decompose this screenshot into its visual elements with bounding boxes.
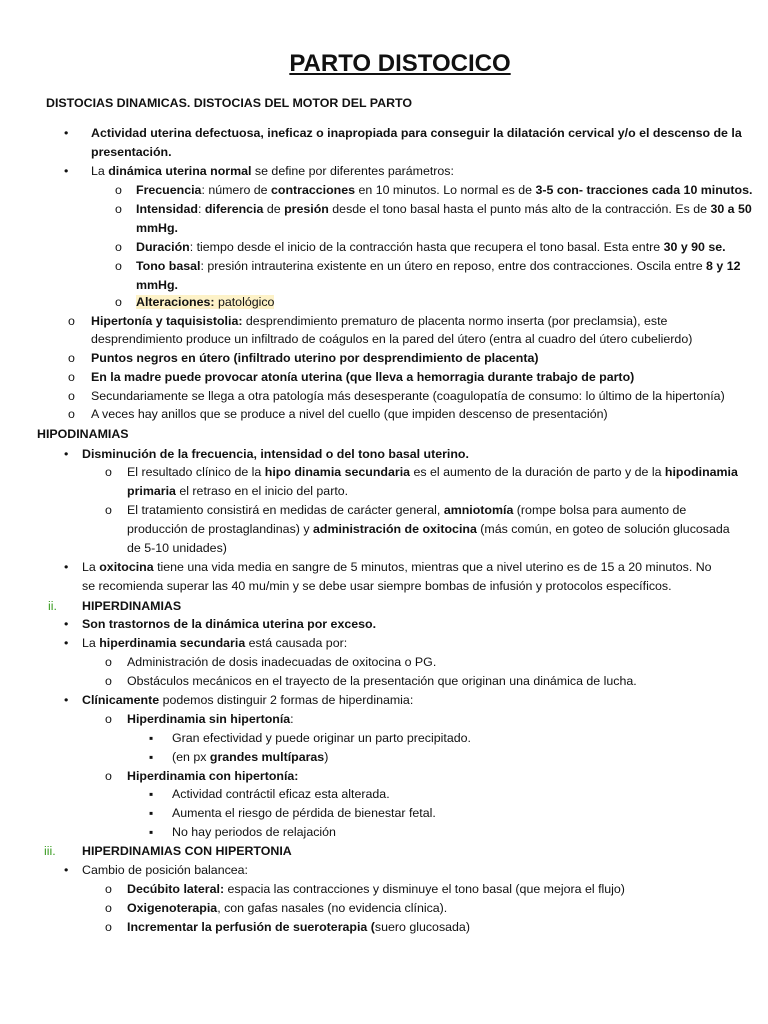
bullet-disc: • [64,164,69,178]
con-hipertonia-detail-3: No hay periodos de relajación [172,825,336,839]
page-title: PARTO DISTOCICO [289,50,511,77]
bullet-circle: o [105,674,112,688]
actividad-line-2: presentación. [91,145,172,159]
bullet-disc: • [64,126,69,140]
causa-2-item: Obstáculos mecánicos en el trayecto de la presentación que originan una dinámica de lucha. [127,674,637,688]
cambio-posicion-item: Cambio de posición balancea: [82,863,249,877]
alteraciones-item: Alteraciones: patológico [136,295,275,309]
atonia-item: En la madre puede provocar atonía uterina (que lleva a hemorragia durante trabajo de parto) [91,370,635,384]
puntos-negros-item: Puntos negros en útero (infiltrado uterino por desprendimiento de placenta) [91,351,539,365]
bullet-circle: o [115,259,122,273]
bullet-circle: o [68,314,75,328]
anillos-item: A veces hay anillos que se produce a nivel del cuello (que impiden descenso de presentación) [91,407,608,421]
resultado-item: El resultado clínico de la hipo dinamia secundaria es el aumento de la duración de parto y de la hipodinamia [127,465,738,479]
hiperdinamia-secundaria-item: La hiperdinamia secundaria está causada por: [82,636,348,650]
sin-hipertonia-item: Hiperdinamia sin hipertonía: [127,712,294,726]
bullet-circle: o [105,901,112,915]
bullet-disc: • [64,693,69,707]
tratamiento-line-2: producción de prostaglandinas) y administración de oxitocina (más común, en goteo de solución glucosada [127,522,730,536]
bullet-circle: o [115,202,122,216]
hipertonia-line-2: desprendimiento produce un infiltrado de coágulos en la pared del útero (entra al cuadro del útero cubelierdo) [91,332,693,346]
bullet-circle: o [105,712,112,726]
numeral-iii: iii. [44,844,56,858]
sin-hipertonia-detail-1: Gran efectividad y puede originar un parto precipitado. [172,731,471,745]
causa-1-item: Administración de dosis inadecuadas de oxitocina o PG. [127,655,437,669]
section-heading-hipodinamias: HIPODINAMIAS [37,427,129,441]
clinicamente-item: Clínicamente podemos distinguir 2 formas de hiperdinamia: [82,693,414,707]
bullet-circle: o [115,295,122,309]
bullet-circle: o [105,882,112,896]
bullet-disc: • [64,636,69,650]
bullet-disc: • [64,863,69,877]
sin-hipertonia-detail-2: (en px grandes multíparas) [172,750,329,764]
bullet-circle: o [68,389,75,403]
decubito-item: Decúbito lateral: espacia las contracciones y disminuye el tono basal (que mejora el flujo) [127,882,625,896]
bullet-circle: o [105,920,112,934]
tratamiento-line-3: de 5-10 unidades) [127,541,227,555]
intensidad-line-2: mmHg. [136,221,178,235]
numeral-ii: ii. [48,599,57,613]
dinamica-normal-item: La dinámica uterina normal se define por diferentes parámetros: [91,164,454,178]
bullet-square: ▪ [149,787,154,801]
bullet-square: ▪ [149,825,154,839]
resultado-line-2: primaria el retraso en el inicio del parto. [127,484,349,498]
section-heading-hiper-con-hipertonia: HIPERDINAMIAS CON HIPERTONIA [82,844,292,858]
disminucion-item: Disminución de la frecuencia, intensidad o del tono basal uterino. [82,447,469,461]
con-hipertonia-item: Hiperdinamia con hipertonía: [127,769,299,783]
bullet-circle: o [68,351,75,365]
bullet-circle: o [115,183,122,197]
trastornos-item: Son trastornos de la dinámica uterina por exceso. [82,617,377,631]
section-heading-hiperdinamias: HIPERDINAMIAS [82,599,182,613]
oxigenoterapia-item: Oxigenoterapia, con gafas nasales (no evidencia clínica). [127,901,448,915]
intensidad-item: Intensidad: diferencia de presión desde el tono basal hasta el punto más alto de la contracción. Es de 30 a 50 [136,202,752,216]
bullet-circle: o [105,655,112,669]
bullet-disc: • [64,617,69,631]
bullet-square: ▪ [149,750,154,764]
bullet-circle: o [105,769,112,783]
con-hipertonia-detail-2: Aumenta el riesgo de pérdida de bienestar fetal. [172,806,436,820]
tratamiento-item: El tratamiento consistirá en medidas de carácter general, amniotomía (rompe bolsa para aumento de [127,503,687,517]
bullet-circle: o [105,465,112,479]
bullet-circle: o [105,503,112,517]
secundariamente-item: Secundariamente se llega a otra patología más desesperante (coagulopatía de consumo: lo último de la hipertonía) [91,389,725,403]
bullet-circle: o [68,407,75,421]
frecuencia-item: Frecuencia: número de contracciones en 10 minutos. Lo normal es de 3-5 con- tracciones cada 10 minutos. [136,183,753,197]
bullet-disc: • [64,560,69,574]
section-heading-distocias: DISTOCIAS DINAMICAS. DISTOCIAS DEL MOTOR DEL PARTO [46,96,413,110]
bullet-circle: o [68,370,75,384]
oxitocina-line-2: se recomienda superar las 40 mu/min y se debe usar siempre bombas de infusión y protocolos específicos. [82,579,672,593]
tono-basal-item: Tono basal: presión intrauterina existente en un útero en reposo, entre dos contracciones. Oscila entre 8 y 12 [136,259,741,273]
perfusion-item: Incrementar la perfusión de sueroterapia (suero glucosada) [127,920,470,934]
bullet-circle: o [115,240,122,254]
bullet-square: ▪ [149,806,154,820]
duracion-item: Duración: tiempo desde el inicio de la contracción hasta que recupera el tono basal. Esta entre 30 y 90 se. [136,240,726,254]
oxitocina-item: La oxitocina tiene una vida media en sangre de 5 minutos, mientras que a nivel uterino es de 15 a 20 minutos. No [82,560,712,574]
bullet-square: ▪ [149,731,154,745]
hipertonia-item: Hipertonía y taquisistolia: desprendimiento prematuro de placenta normo inserta (por preclamsia), este [91,314,668,328]
actividad-line-1: Actividad uterina defectuosa, ineficaz o inapropiada para conseguir la dilatación cervical y/o el descenso de la [91,126,742,140]
tono-basal-line-2: mmHg. [136,278,178,292]
con-hipertonia-detail-1: Actividad contráctil eficaz esta alterada. [172,787,390,801]
bullet-disc: • [64,447,69,461]
